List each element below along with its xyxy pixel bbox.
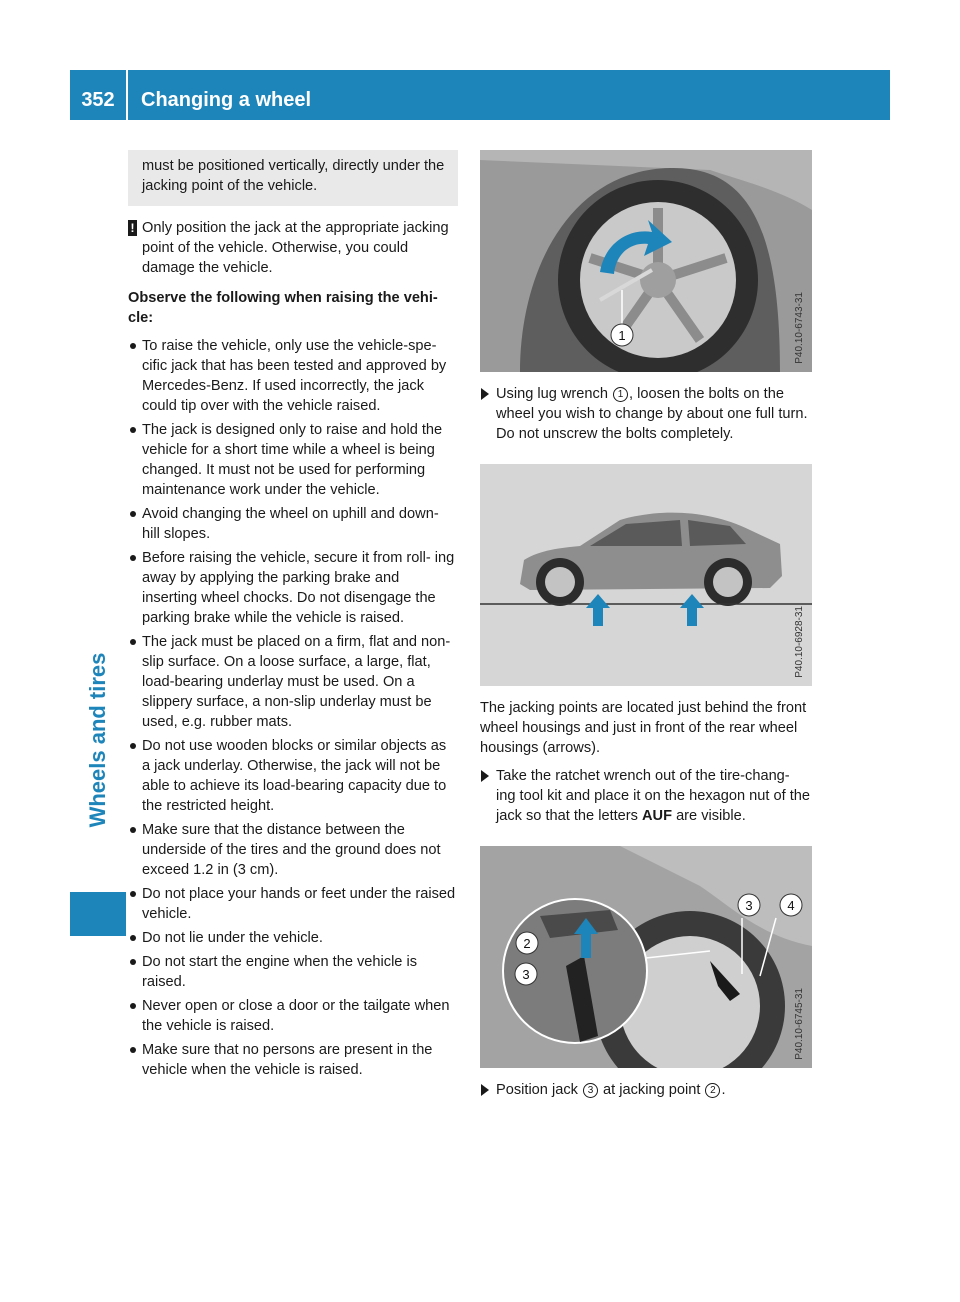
callout-4: 4 xyxy=(787,898,795,913)
list-item: Do not lie under the vehicle. xyxy=(128,928,458,948)
right-column xyxy=(480,150,812,1108)
shaded-note: must be positioned vertically, directly under the jacking point of the vehicle. xyxy=(128,150,458,206)
callout-3b: 3 xyxy=(745,898,753,913)
circled-number: 2 xyxy=(705,1083,720,1098)
circled-number: 1 xyxy=(613,387,628,402)
bullet-icon xyxy=(130,427,136,433)
page-number: 352 xyxy=(81,89,115,111)
side-tab xyxy=(70,600,126,880)
list-item: Do not place your hands or feet under the raised vehicle. xyxy=(128,884,458,924)
bullet-icon xyxy=(130,343,136,349)
circled-number: 3 xyxy=(583,1083,598,1098)
bullet-icon xyxy=(130,555,136,561)
side-tab-marker xyxy=(70,892,126,936)
list-item: To raise the vehicle, only use the vehicle-spe- cific jack that has been tested and approved by Mercedes-Benz. If used incorrectly, the jack could tip over with the vehicle raised. xyxy=(128,336,458,416)
callout-1: 1 xyxy=(618,328,626,343)
subheading: Observe the following when raising the vehi- cle: xyxy=(128,290,438,326)
figure-jacking-points xyxy=(480,464,812,686)
step-loosen-bolts: Using lug wrench 1 , loosen the bolts on the wheel you wish to change by about one full turn. Do not unscrew the bolts completely. xyxy=(480,384,812,444)
step-position-jack: Position jack 3 at jacking point 2 . xyxy=(480,1080,812,1100)
callout-2: 2 xyxy=(523,936,531,951)
step-arrow-icon xyxy=(481,388,489,400)
list-item: Do not use wooden blocks or similar objects as a jack underlay. Otherwise, the jack will not be able to achieve its load-bearing capacity due to the restricted height. xyxy=(128,736,458,816)
bullet-icon xyxy=(130,959,136,965)
left-column xyxy=(128,150,458,1084)
list-item: Never open or close a door or the tailgate when the vehicle is raised. xyxy=(128,996,458,1036)
warning-text: Only position the jack at the appropriate jacking point of the vehicle. Otherwise, you could damage the vehicle. xyxy=(142,220,449,276)
lug-wrench-illustration xyxy=(480,150,812,372)
figure-code: P40.10-6928-31 xyxy=(794,606,805,678)
list-item: The jack is designed only to raise and hold the vehicle for a short time while a wheel is being changed. It must not be used for performing maintenance work under the vehicle. xyxy=(128,420,458,500)
jacking-points-text: The jacking points are located just behind the front wheel housings and just in front of the rear wheel housings (arrows). xyxy=(480,700,807,756)
bullet-icon xyxy=(130,1047,136,1053)
figure-code: P40.10-6745-31 xyxy=(794,988,805,1060)
section-title: Changing a wheel xyxy=(141,89,312,111)
header-divider xyxy=(126,70,128,120)
warning-icon: ! xyxy=(128,220,137,236)
list-item: Make sure that the distance between the underside of the tires and the ground does not exceed 1.2 in (3 cm). xyxy=(128,820,458,880)
bullet-icon xyxy=(130,639,136,645)
step-arrow-icon xyxy=(481,1084,489,1096)
step-ratchet-wrench: Take the ratchet wrench out of the tire-chang- ing tool kit and place it on the hexagon nut of the jack so that the letters AUF are visible. xyxy=(480,766,812,826)
step-arrow-icon xyxy=(481,770,489,782)
callout-3a: 3 xyxy=(522,967,530,982)
side-tab-label: Wheels and tires xyxy=(85,652,110,828)
bullet-icon xyxy=(130,891,136,897)
figure-jack-position xyxy=(480,846,812,1068)
list-item: Do not start the engine when the vehicle is raised. xyxy=(128,952,458,992)
list-item: Before raising the vehicle, secure it from roll- ing away by applying the parking brake and inserting wheel chocks. Do not disengage the parking brake while the vehicle is raised. xyxy=(128,548,458,628)
bullet-icon xyxy=(130,827,136,833)
list-item: Avoid changing the wheel on uphill and down- hill slopes. xyxy=(128,504,458,544)
bullet-icon xyxy=(130,743,136,749)
list-item: The jack must be placed on a firm, flat and non-slip surface. On a loose surface, a large, flat, load-bearing underlay must be used. On a slippery surface, a non-slip underlay must be used, e.g. rubber mats. xyxy=(128,632,458,732)
jack-illustration xyxy=(480,846,812,1068)
bullet-icon xyxy=(130,511,136,517)
list-item: Make sure that no persons are present in the vehicle when the vehicle is raised. xyxy=(128,1040,458,1080)
figure-lug-wrench xyxy=(480,150,812,372)
bullet-icon xyxy=(130,935,136,941)
precaution-list xyxy=(128,336,458,1080)
bullet-icon xyxy=(130,1003,136,1009)
car-side-illustration xyxy=(480,464,812,686)
warning-note xyxy=(128,218,458,278)
figure-code: P40.10-6743-31 xyxy=(794,292,805,364)
